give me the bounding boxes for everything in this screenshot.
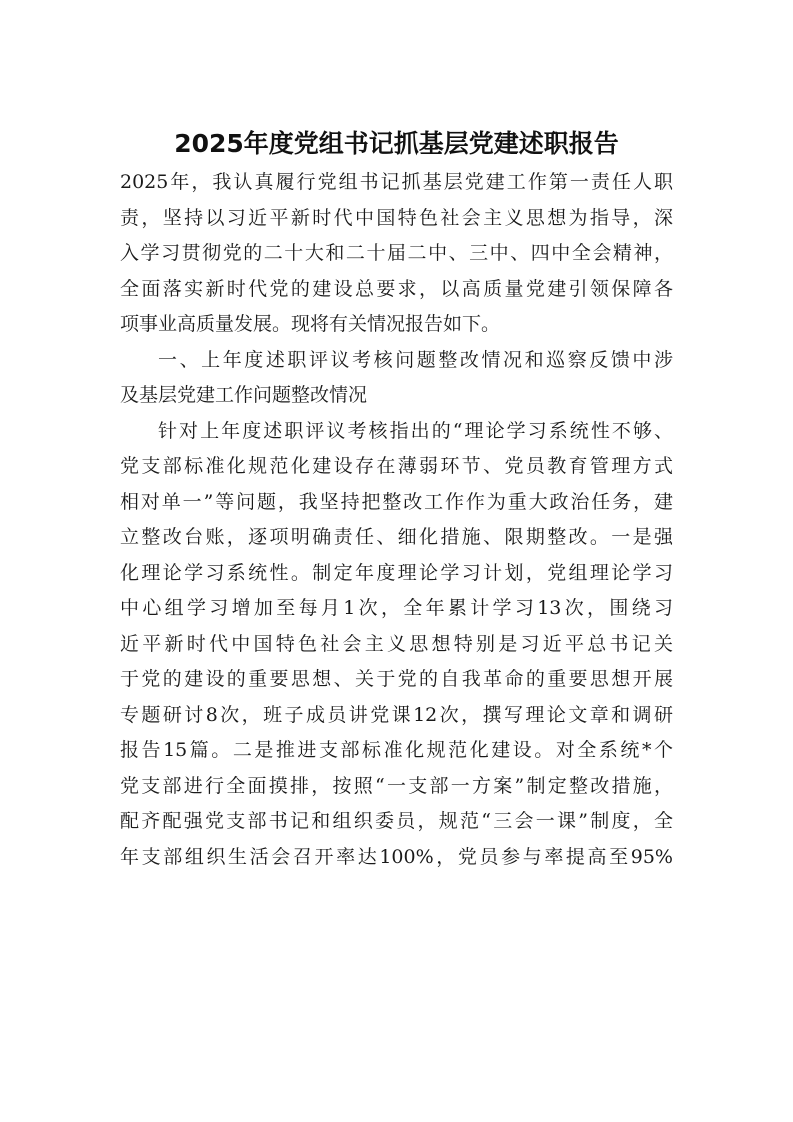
body-line: 年支部组织生活会召开率达100%，党员参与率提高至95% — [120, 845, 673, 868]
body-line: 全面落实新时代党的建设总要求，以高质量党建引领保障各 — [120, 277, 673, 300]
body-line: 党支部标准化规范化建设存在薄弱环节、党员教育管理方式 — [120, 455, 673, 477]
body-line: 专题研讨8次，班子成员讲党课12次，撰写理论文章和调研 — [120, 703, 673, 726]
body-line: 入学习贯彻党的二十大和二十届二中、三中、四中全会精神， — [120, 242, 673, 264]
document-body — [120, 165, 673, 875]
body-line: 针对上年度述职评议考核指出的“理论学习系统性不够、 — [158, 419, 673, 442]
body-line: 化理论学习系统性。制定年度理论学习计划，党组理论学习 — [120, 561, 673, 584]
body-line: 责，坚持以习近平新时代中国特色社会主义思想为指导，深 — [120, 206, 673, 229]
body-line: 党支部进行全面摸排，按照“一支部一方案”制定整改措施， — [120, 774, 673, 797]
body-line: 报告15篇。二是推进支部标准化规范化建设。对全系统*个 — [120, 739, 673, 761]
section-heading-line: 一、上年度述职评议考核问题整改情况和巡察反馈中涉 — [158, 348, 673, 371]
body-line: 2025年，我认真履行党组书记抓基层党建工作第一责任人职 — [120, 171, 673, 193]
section-heading-line: 及基层党建工作问题整改情况 — [120, 384, 368, 406]
body-line: 相对单一”等问题，我坚持把整改工作作为重大政治任务，建 — [120, 490, 673, 513]
body-line: 于党的建设的重要思想、关于党的自我革命的重要思想开展 — [120, 668, 673, 690]
document-title: 2025年度党组书记抓基层党建述职报告 — [174, 129, 619, 158]
body-line: 中心组学习增加至每月1次，全年累计学习13次，围绕习 — [120, 597, 673, 619]
body-line: 配齐配强党支部书记和组织委员，规范“三会一课”制度，全 — [120, 810, 673, 832]
body-line: 立整改台账，逐项明确责任、细化措施、限期整改。一是强 — [120, 526, 673, 548]
body-line: 项事业高质量发展。现将有关情况报告如下。 — [120, 313, 501, 335]
body-line: 近平新时代中国特色社会主义思想特别是习近平总书记关 — [120, 632, 673, 655]
